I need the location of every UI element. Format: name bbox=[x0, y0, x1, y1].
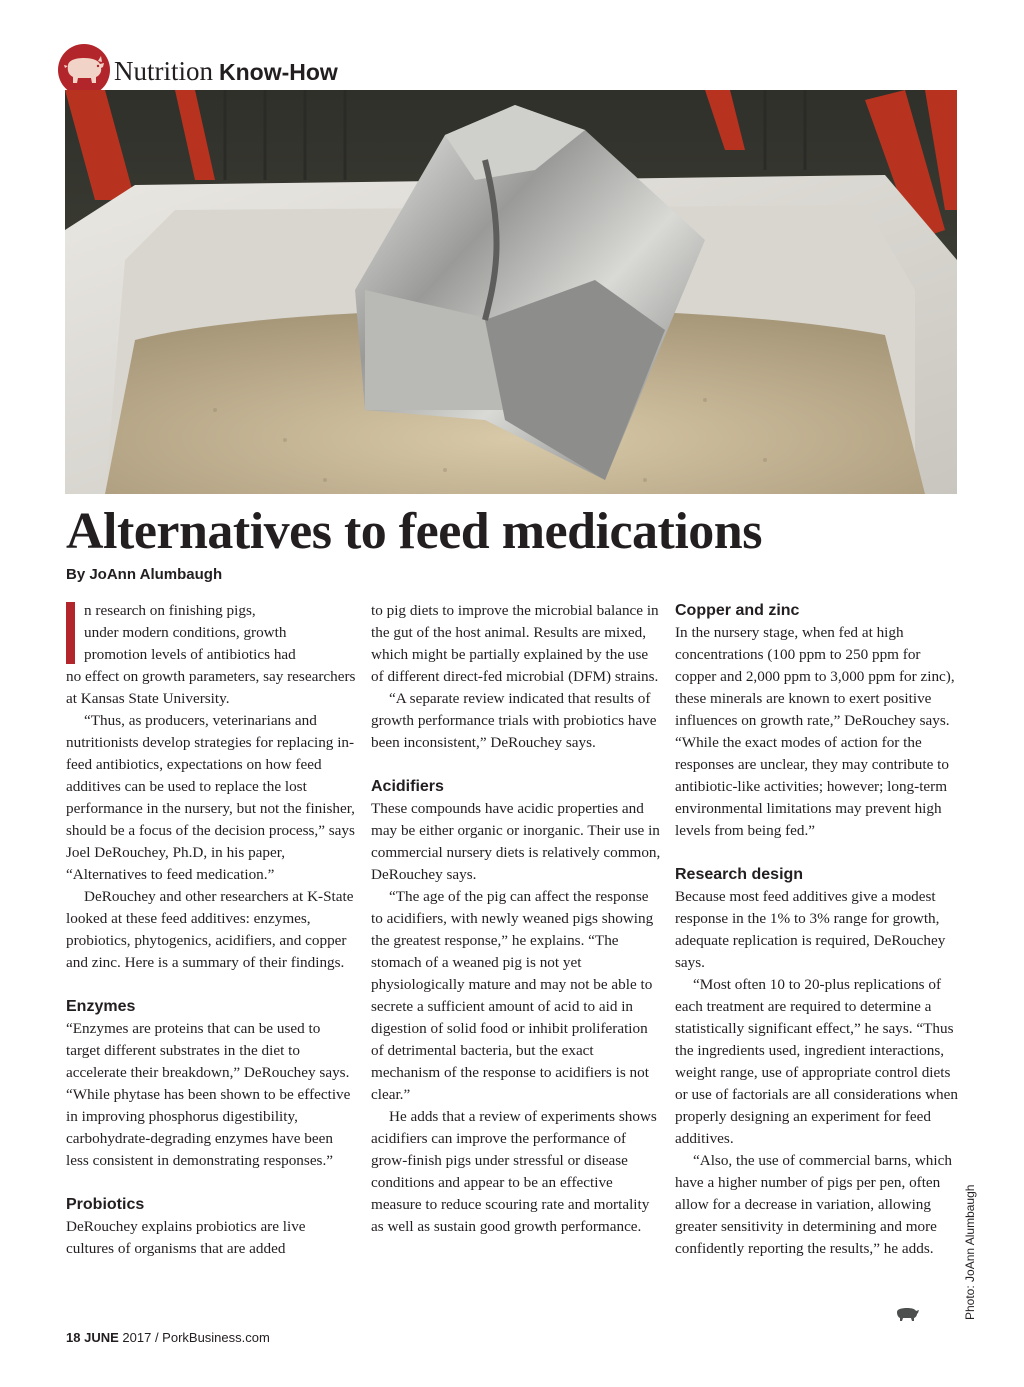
pig-icon bbox=[58, 44, 110, 96]
paragraph: DeRouchey explains probiotics are live cultures of organisms that are added bbox=[66, 1218, 306, 1257]
paragraph: DeRouchey and other researchers at K-State looked at these feed additives: enzymes, probiotics, phytogenics, acidifiers, and copper and zinc. Here is a summary of their findings. bbox=[66, 888, 354, 971]
paragraph: In the nursery stage, when fed at high concentrations (100 ppm to 250 ppm for copper and 2,000 ppm to 3,000 ppm for zinc), these minerals are known to exert positive influences on growth rate,” DeRouchey says. “While the exact modes of action for the responses are unclear, they may contribute to antibiotic-like activities; however; long-term environmental limitations may prevent high levels from being fed.” bbox=[675, 624, 955, 839]
feed-scoop-photo bbox=[65, 90, 957, 494]
intro-line-3: promotion levels of antibiotics had bbox=[84, 646, 296, 663]
article-column-2 bbox=[371, 600, 661, 1238]
page-number: 18 bbox=[66, 1330, 81, 1345]
photo-credit: Photo: JoAnn Alumbaugh bbox=[963, 1184, 977, 1320]
section-header bbox=[58, 44, 458, 96]
issue-month: JUNE bbox=[84, 1330, 119, 1345]
issue-year-site: 2017 / PorkBusiness.com bbox=[122, 1330, 270, 1345]
page-footer bbox=[66, 1330, 270, 1345]
subhead-research-design: Research design bbox=[675, 866, 804, 883]
paragraph: “The age of the pig can affect the response to acidifiers, with newly weaned pigs showing the greatest response,” he explains. “The stomach of a weaned pig is not yet physiologically mature and may not be able to secrete a sufficient amount of acid to aid in digestion of solid food or inhibit proliferation of detrimental bacteria, but the exact mechanism of the response to acidifiers is not clear.” bbox=[371, 888, 654, 1103]
section-title bbox=[114, 56, 338, 87]
paragraph: to pig diets to improve the microbial balance in the gut of the host animal. Results are mixed, which might be partially explained by the use of different direct-fed microbial (DFM) strains. bbox=[371, 602, 659, 685]
drop-cap-bar bbox=[66, 602, 75, 664]
article-byline: By JoAnn Alumbaugh bbox=[66, 566, 223, 583]
paragraph: “A separate review indicated that results of growth performance trials with probiotics have been inconsistent,” DeRouchey says. bbox=[371, 690, 657, 751]
paragraph: These compounds have acidic properties and may be either organic or inorganic. Their use in commercial nursery diets is relatively common, DeRouchey says. bbox=[371, 800, 661, 883]
section-title-serif: Nutrition bbox=[114, 56, 213, 86]
article-column-3 bbox=[675, 600, 960, 1260]
intro-line-2: under modern conditions, growth bbox=[84, 624, 287, 641]
article-title: Alternatives to feed medications bbox=[66, 503, 762, 560]
intro-line-1: n research on finishing pigs, bbox=[84, 602, 256, 619]
paragraph: “Thus, as producers, veterinarians and nutritionists develop strategies for replacing in-feed antibiotics, expectations on how feed additives can be used to replace the lost performance in the nursery, but not the finisher, should be a focus of the decision process,” says Joel DeRouchey, Ph.D, in his paper, “Alternatives to feed medication.” bbox=[66, 712, 355, 883]
subhead-enzymes: Enzymes bbox=[66, 998, 136, 1015]
intro-paragraph-rest: no effect on growth parameters, say researchers at Kansas State University. bbox=[66, 668, 356, 707]
paragraph: “Also, the use of commercial barns, which have a higher number of pigs per pen, often allow for a decrease in variation, allowing greater sensitivity in determining and more confidently reporting the results,” he adds. bbox=[675, 1152, 952, 1257]
paragraph: Because most feed additives give a modest response in the 1% to 3% range for growth, adequate replication is required, DeRouchey says. bbox=[675, 888, 946, 971]
paragraph: He adds that a review of experiments shows acidifiers can improve the performance of grow-finish pigs under stressful or disease conditions and appear to be an effective measure to reduce scouring rate and mortality as well as sustain good growth performance. bbox=[371, 1108, 657, 1235]
paragraph: “Most often 10 to 20-plus replications of each treatment are required to determine a statistically significant effect,” he says. “Thus the ingredients used, ingredient interactions, weight range, use of appropriate control diets or use of factorials are all considerations when properly designing an experiment for feed additives. bbox=[675, 976, 958, 1147]
subhead-probiotics: Probiotics bbox=[66, 1196, 145, 1213]
paragraph: “Enzymes are proteins that can be used to target different substrates in the diet to accelerate their breakdown,” DeRouchey says. “While phytase has been shown to be effective in improving phosphorus digestibility, carbohydrate-degrading enzymes have been less consistent in demonstrating responses.” bbox=[66, 1020, 351, 1169]
subhead-copper-zinc: Copper and zinc bbox=[675, 602, 800, 619]
article-column-1 bbox=[66, 600, 356, 1260]
section-title-sans: Know-How bbox=[219, 59, 338, 85]
subhead-acidifiers: Acidifiers bbox=[371, 778, 444, 795]
end-mark-pig-icon bbox=[894, 1306, 920, 1327]
